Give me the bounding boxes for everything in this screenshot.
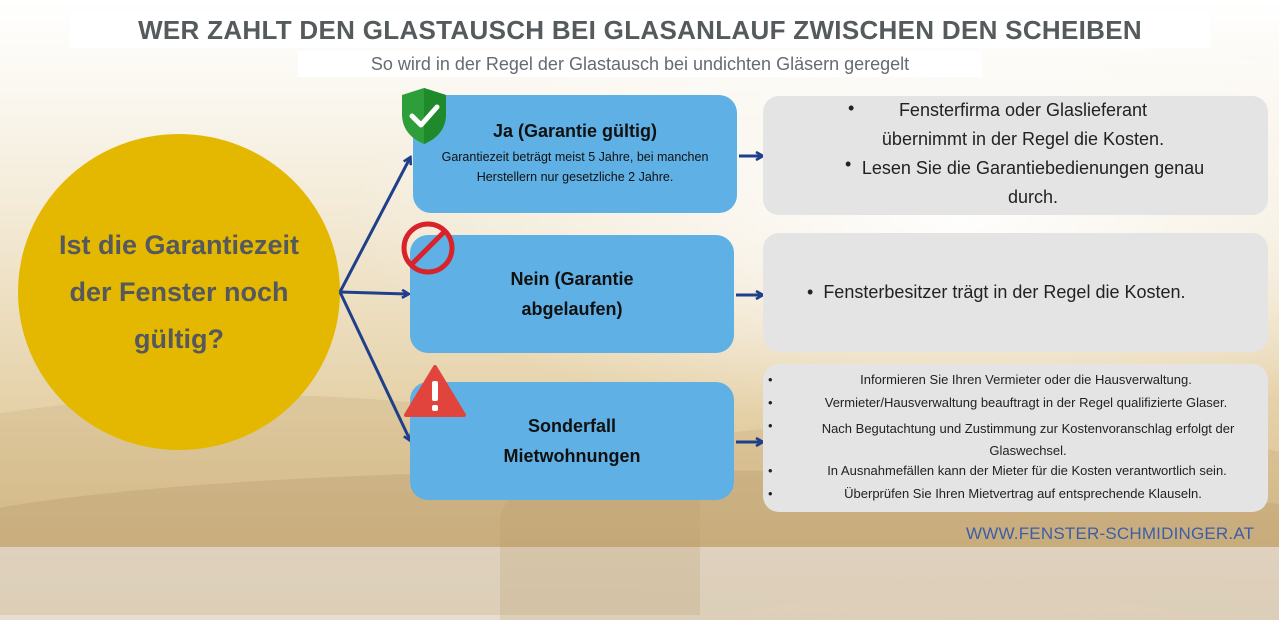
bullet: •	[848, 98, 855, 118]
option-title: Sonderfall Mietwohnungen	[503, 416, 641, 466]
bullet: •	[768, 486, 773, 501]
bullet: •	[807, 282, 824, 302]
result-detail: Lesen Sie die Garantiebedienungen genau durch.	[861, 158, 1205, 207]
result-detail: • Fensterbesitzer trägt in der Regel die Kosten.	[807, 282, 1186, 302]
result-detail: Vermieter/Hausverwaltung beauftragt in der Regel qualifizierte Glaser.	[824, 395, 1228, 410]
option-box-no	[410, 235, 734, 353]
prohibited-icon	[400, 220, 456, 276]
option-description: Garantiezeit beträgt meist 5 Jahre, bei manchen Herstellern nur gesetzliche 2 Jahre.	[441, 150, 709, 184]
option-box-yes	[413, 95, 737, 213]
result-panel-yes	[763, 96, 1268, 215]
bullet: •	[768, 372, 773, 387]
result-panel-rental	[763, 364, 1268, 512]
option-title: Ja (Garantie gültig)	[492, 121, 658, 141]
page-subtitle: So wird in der Regel der Glastausch bei undichten Gläsern geregelt	[298, 51, 982, 77]
option-title: Nein (Garantie abgelaufen)	[510, 269, 634, 319]
bullet: •	[768, 395, 773, 410]
warning-icon	[403, 364, 467, 418]
shield-check-icon	[398, 86, 450, 146]
website-url[interactable]: WWW.FENSTER-SCHMIDINGER.AT	[966, 524, 1255, 543]
result-detail: Überprüfen Sie Ihren Mietvertrag auf entsprechende Klauseln.	[844, 486, 1202, 501]
bullet: •	[845, 154, 852, 174]
branch-arrow-rental	[340, 292, 410, 440]
bullet: •	[768, 418, 773, 433]
result-detail: In Ausnahmefällen kann der Mieter für die Kosten verantwortlich sein.	[827, 463, 1227, 478]
branch-arrow-no	[340, 292, 408, 294]
result-detail: Fensterfirma oder Glaslieferant übernimmt in der Regel die Kosten.	[881, 100, 1165, 149]
bullet: •	[768, 463, 773, 478]
question-text: Ist die Garantiezeit der Fenster noch gültig?	[58, 229, 300, 354]
result-detail: Informieren Sie Ihren Vermieter oder die Hausverwaltung.	[860, 372, 1192, 387]
result-detail: Nach Begutachtung und Zustimmung zur Kostenvoranschlag erfolgt der Glaswechsel.	[821, 421, 1235, 458]
result-panel-no	[763, 233, 1268, 352]
page-title: WER ZAHLT DEN GLASTAUSCH BEI GLASANLAUF ZWISCHEN DEN SCHEIBEN	[70, 12, 1210, 48]
